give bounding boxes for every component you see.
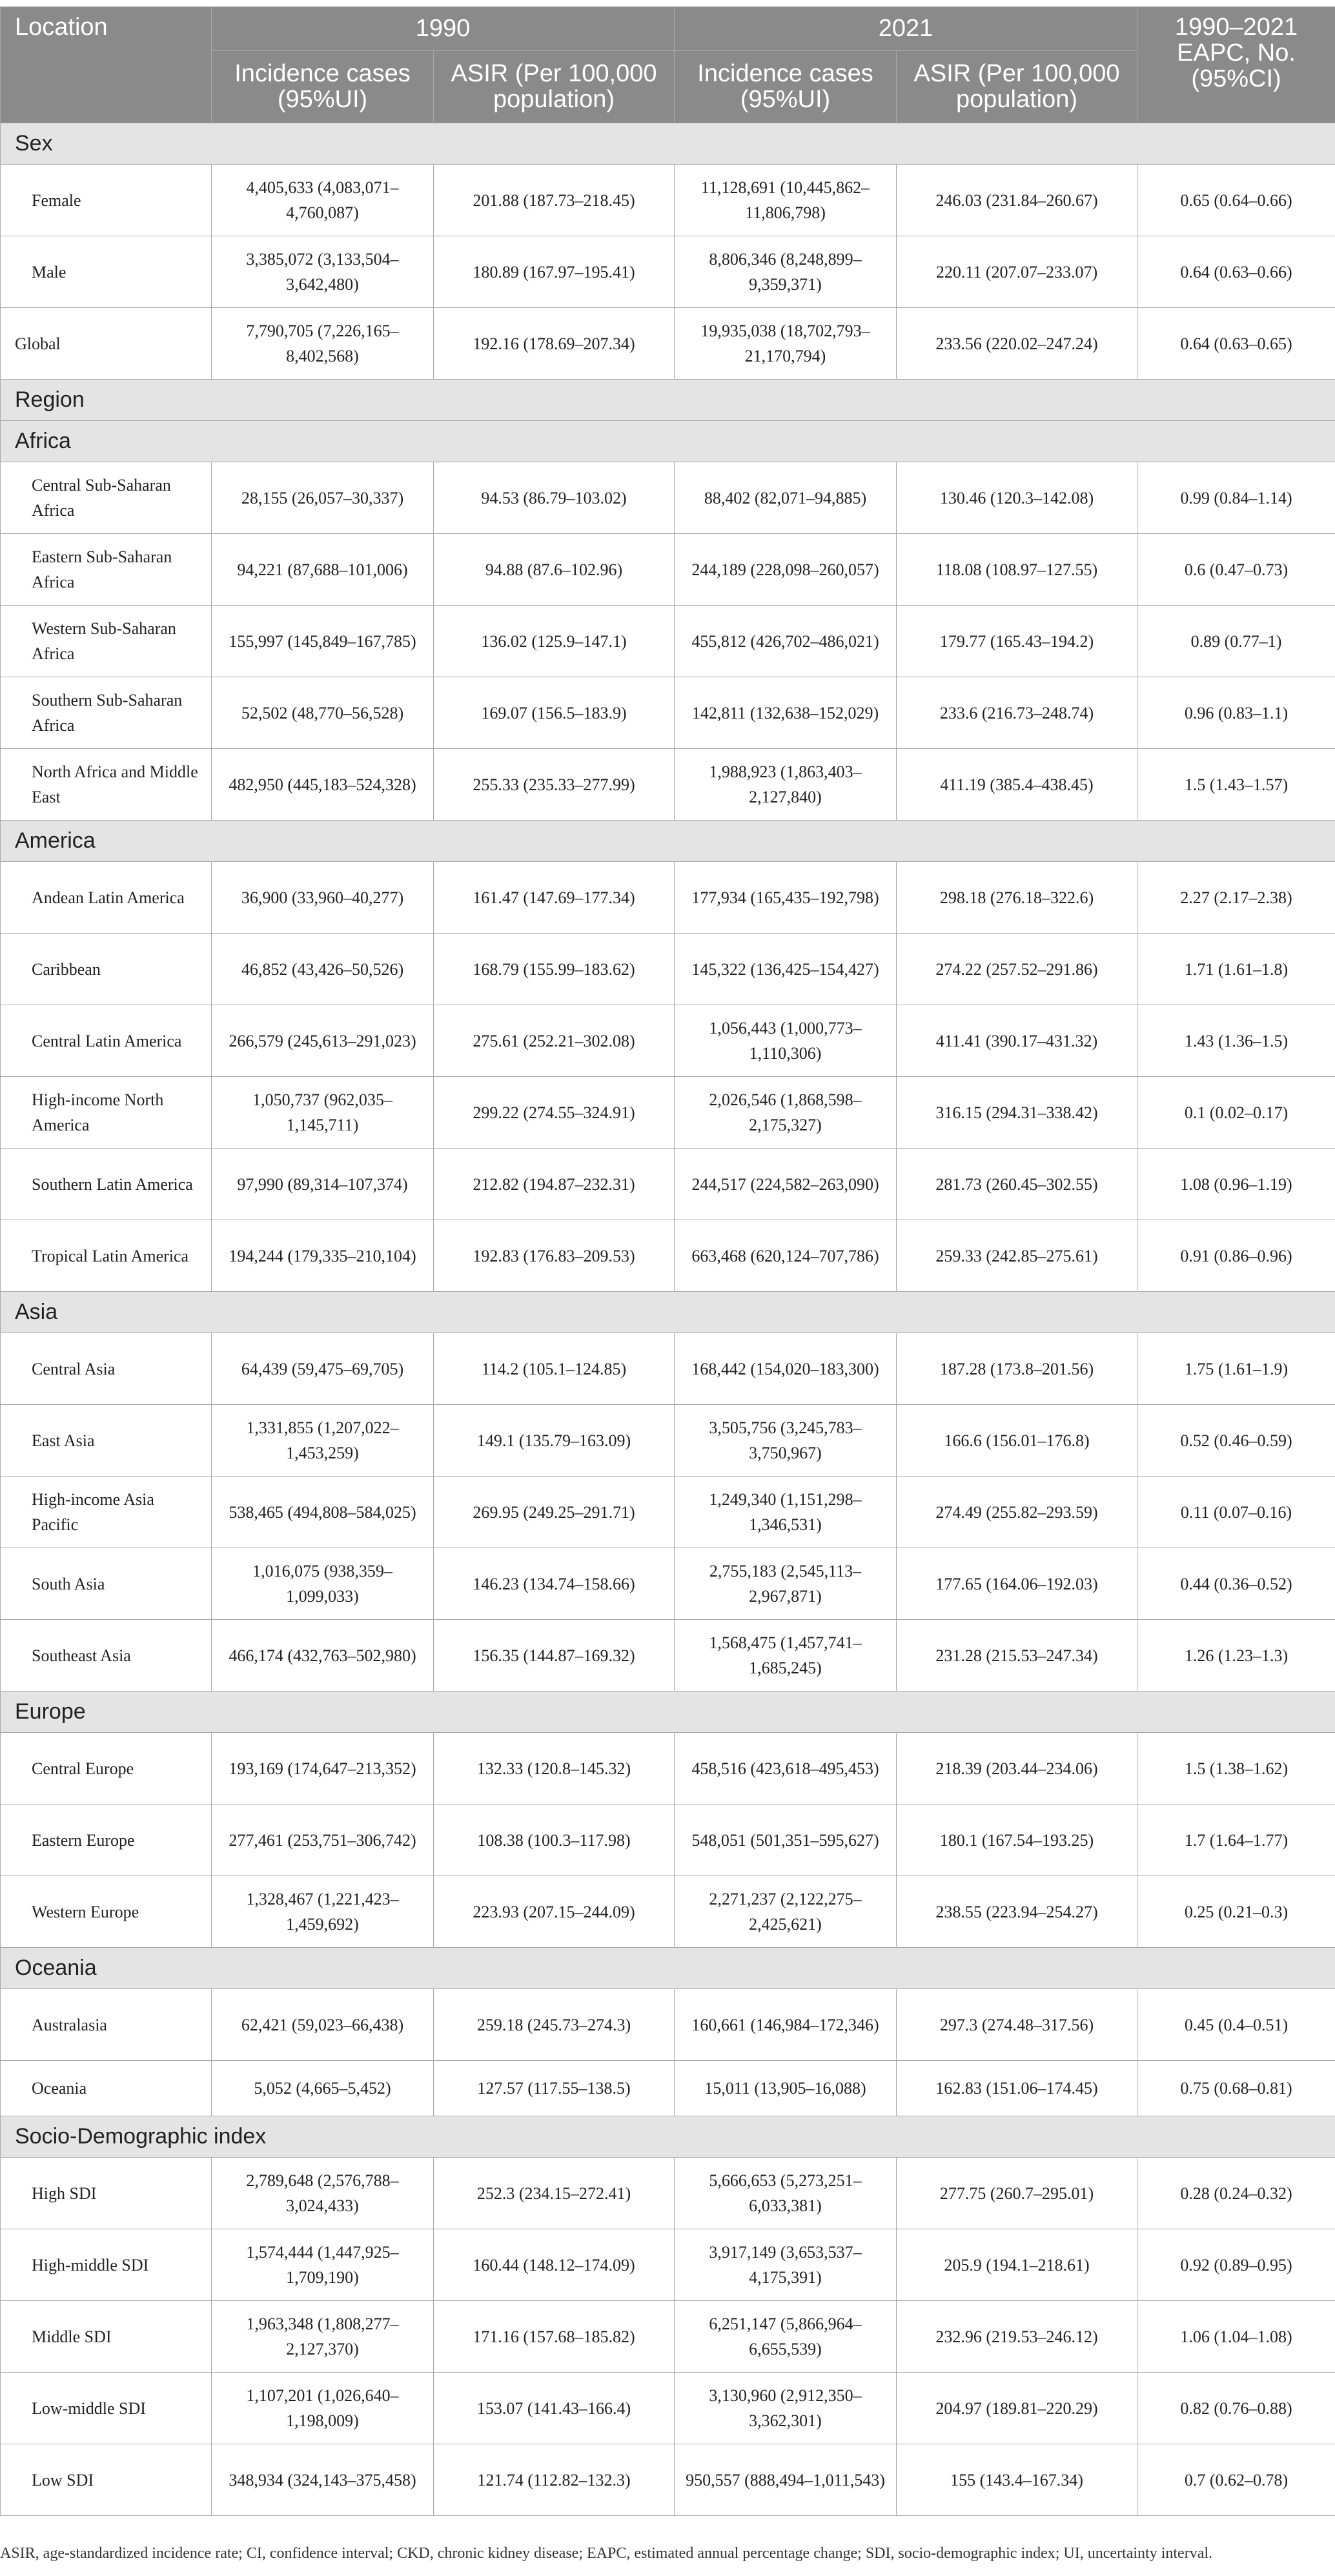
incidence-1990-cell: 1,331,855 (1,207,022–1,453,259) (212, 1405, 434, 1477)
location-cell: Southern Latin America (1, 1149, 212, 1220)
incidence-1990-cell: 194,244 (179,335–210,104) (212, 1220, 434, 1292)
table-row (1, 1077, 1335, 1149)
incidence-2021-cell: 244,517 (224,582–263,090) (675, 1149, 897, 1220)
table-row (1, 2061, 1335, 2116)
incidence-1990-cell: 193,169 (174,647–213,352) (212, 1733, 434, 1804)
table-row (1, 534, 1335, 606)
asir-2021-cell: 238.55 (223.94–254.27) (897, 1876, 1137, 1948)
incidence-2021-cell: 3,505,756 (3,245,783–3,750,967) (675, 1405, 897, 1477)
eapc-cell: 2.27 (2.17–2.38) (1137, 862, 1335, 934)
table-row (1, 165, 1335, 236)
table-row (1, 1876, 1335, 1948)
asir-2021-cell: 180.1 (167.54–193.25) (897, 1804, 1137, 1876)
incidence-2021-cell: 15,011 (13,905–16,088) (675, 2061, 897, 2116)
asir-1990-cell: 94.53 (86.79–103.02) (434, 462, 675, 534)
eapc-cell: 0.44 (0.36–0.52) (1137, 1548, 1335, 1620)
incidence-1990-cell: 36,900 (33,960–40,277) (212, 862, 434, 934)
asir-2021-cell: 274.22 (257.52–291.86) (897, 934, 1137, 1005)
incidence-2021-cell: 6,251,147 (5,866,964–6,655,539) (675, 2301, 897, 2373)
asir-1990-cell: 252.3 (234.15–272.41) (434, 2158, 675, 2229)
asir-1990-cell: 160.44 (148.12–174.09) (434, 2229, 675, 2301)
asir-1990-cell: 156.35 (144.87–169.32) (434, 1620, 675, 1692)
table-row (1, 934, 1335, 1005)
eapc-cell: 1.26 (1.23–1.3) (1137, 1620, 1335, 1692)
location-cell: High SDI (1, 2158, 212, 2229)
incidence-1990-cell: 482,950 (445,183–524,328) (212, 749, 434, 821)
table-row (1, 2444, 1335, 2516)
incidence-1990-cell: 62,421 (59,023–66,438) (212, 1989, 434, 2061)
asir-1990-cell: 94.88 (87.6–102.96) (434, 534, 675, 606)
table-row (1, 606, 1335, 677)
asir-1990-cell: 169.07 (156.5–183.9) (434, 677, 675, 749)
location-cell: Female (1, 165, 212, 236)
asir-2021-cell: 411.19 (385.4–438.45) (897, 749, 1137, 821)
asir-1990-cell: 132.33 (120.8–145.32) (434, 1733, 675, 1804)
eapc-cell: 0.64 (0.63–0.65) (1137, 308, 1335, 380)
asir-2021-cell: 274.49 (255.82–293.59) (897, 1477, 1137, 1548)
table-row (1, 308, 1335, 380)
incidence-1990-cell: 1,016,075 (938,359–1,099,033) (212, 1548, 434, 1620)
incidence-2021-cell: 2,026,546 (1,868,598–2,175,327) (675, 1077, 897, 1149)
location-cell: Global (1, 308, 212, 380)
asir-2021-cell: 130.46 (120.3–142.08) (897, 462, 1137, 534)
table-body (1, 123, 1335, 2516)
location-cell: Australasia (1, 1989, 212, 2061)
eapc-cell: 0.91 (0.86–0.96) (1137, 1220, 1335, 1292)
location-cell: Central Asia (1, 1333, 212, 1405)
location-cell: North Africa and Middle East (1, 749, 212, 821)
table-row (1, 1989, 1335, 2061)
asir-1990-cell: 223.93 (207.15–244.09) (434, 1876, 675, 1948)
eapc-cell: 0.89 (0.77–1) (1137, 606, 1335, 677)
location-cell: Middle SDI (1, 2301, 212, 2373)
section-title: Region (1, 380, 1335, 421)
asir-1990-cell: 149.1 (135.79–163.09) (434, 1405, 675, 1477)
asir-1990-cell: 153.07 (141.43–166.4) (434, 2373, 675, 2444)
incidence-2021-cell: 1,056,443 (1,000,773–1,110,306) (675, 1005, 897, 1077)
table-row (1, 1149, 1335, 1220)
incidence-1990-cell: 155,997 (145,849–167,785) (212, 606, 434, 677)
incidence-2021-cell: 11,128,691 (10,445,862–11,806,798) (675, 165, 897, 236)
section-title: Europe (1, 1692, 1335, 1733)
location-cell: Western Europe (1, 1876, 212, 1948)
location-cell: High-income North America (1, 1077, 212, 1149)
eapc-cell: 0.45 (0.4–0.51) (1137, 1989, 1335, 2061)
incidence-2021-cell: 455,812 (426,702–486,021) (675, 606, 897, 677)
incidence-1990-cell: 538,465 (494,808–584,025) (212, 1477, 434, 1548)
location-cell: South Asia (1, 1548, 212, 1620)
incidence-1990-cell: 28,155 (26,057–30,337) (212, 462, 434, 534)
table-row (1, 862, 1335, 934)
incidence-1990-cell: 348,934 (324,143–375,458) (212, 2444, 434, 2516)
location-cell: Male (1, 236, 212, 308)
eapc-cell: 1.5 (1.43–1.57) (1137, 749, 1335, 821)
section-header-row (1, 821, 1335, 862)
asir-1990-cell: 121.74 (112.82–132.3) (434, 2444, 675, 2516)
location-cell: Southern Sub-Saharan Africa (1, 677, 212, 749)
incidence-2021-cell: 1,988,923 (1,863,403–2,127,840) (675, 749, 897, 821)
year-1990-header: 1990 (212, 7, 675, 51)
table-row (1, 2373, 1335, 2444)
eapc-cell: 1.06 (1.04–1.08) (1137, 2301, 1335, 2373)
location-cell: East Asia (1, 1405, 212, 1477)
incidence-2021-cell: 1,568,475 (1,457,741–1,685,245) (675, 1620, 897, 1692)
asir-2021-cell: 218.39 (203.44–234.06) (897, 1733, 1137, 1804)
incidence-1990-cell: 1,107,201 (1,026,640–1,198,009) (212, 2373, 434, 2444)
incidence-2021-cell: 160,661 (146,984–172,346) (675, 1989, 897, 2061)
incidence-1990-cell: 7,790,705 (7,226,165–8,402,568) (212, 308, 434, 380)
asir-1990-cell: 201.88 (187.73–218.45) (434, 165, 675, 236)
eapc-cell: 0.92 (0.89–0.95) (1137, 2229, 1335, 2301)
asir-1990-cell: 269.95 (249.25–291.71) (434, 1477, 675, 1548)
asir-2021-cell: 205.9 (194.1–218.61) (897, 2229, 1137, 2301)
location-cell: Eastern Europe (1, 1804, 212, 1876)
eapc-cell: 0.1 (0.02–0.17) (1137, 1077, 1335, 1149)
incidence-1990-cell: 52,502 (48,770–56,528) (212, 677, 434, 749)
eapc-cell: 1.7 (1.64–1.77) (1137, 1804, 1335, 1876)
eapc-cell: 0.65 (0.64–0.66) (1137, 165, 1335, 236)
section-header-row (1, 1292, 1335, 1333)
incidence-2021-cell: 3,917,149 (3,653,537–4,175,391) (675, 2229, 897, 2301)
asir-2021-cell: 231.28 (215.53–247.34) (897, 1620, 1137, 1692)
table-row (1, 1804, 1335, 1876)
incidence-2021-cell: 244,189 (228,098–260,057) (675, 534, 897, 606)
location-header: Location (1, 7, 212, 123)
table-row (1, 1220, 1335, 1292)
asir-1990-header: ASIR (Per 100,000 population) (434, 51, 675, 123)
eapc-cell: 0.99 (0.84–1.14) (1137, 462, 1335, 534)
eapc-cell: 0.64 (0.63–0.66) (1137, 236, 1335, 308)
section-header-row (1, 421, 1335, 462)
section-header-row (1, 1948, 1335, 1989)
incidence-1990-header: Incidence cases (95%UI) (212, 51, 434, 123)
asir-2021-header: ASIR (Per 100,000 population) (897, 51, 1137, 123)
asir-2021-cell: 233.56 (220.02–247.24) (897, 308, 1137, 380)
table-row (1, 677, 1335, 749)
asir-2021-cell: 259.33 (242.85–275.61) (897, 1220, 1137, 1292)
asir-1990-cell: 255.33 (235.33–277.99) (434, 749, 675, 821)
location-cell: Tropical Latin America (1, 1220, 212, 1292)
table-row (1, 462, 1335, 534)
location-cell: Caribbean (1, 934, 212, 1005)
eapc-cell: 0.82 (0.76–0.88) (1137, 2373, 1335, 2444)
incidence-2021-cell: 8,806,346 (8,248,899–9,359,371) (675, 236, 897, 308)
incidence-2021-header: Incidence cases (95%UI) (675, 51, 897, 123)
year-2021-header: 2021 (675, 7, 1137, 51)
incidence-2021-cell: 950,557 (888,494–1,011,543) (675, 2444, 897, 2516)
asir-1990-cell: 127.57 (117.55–138.5) (434, 2061, 675, 2116)
incidence-table (0, 6, 1335, 2516)
incidence-2021-cell: 19,935,038 (18,702,793–21,170,794) (675, 308, 897, 380)
eapc-cell: 0.6 (0.47–0.73) (1137, 534, 1335, 606)
incidence-1990-cell: 4,405,633 (4,083,071–4,760,087) (212, 165, 434, 236)
table-row (1, 236, 1335, 308)
eapc-cell: 1.5 (1.38–1.62) (1137, 1733, 1335, 1804)
section-title: America (1, 821, 1335, 862)
table-row (1, 1548, 1335, 1620)
location-cell: Low SDI (1, 2444, 212, 2516)
incidence-2021-cell: 1,249,340 (1,151,298–1,346,531) (675, 1477, 897, 1548)
table-row (1, 2301, 1335, 2373)
location-cell: Central Sub-Saharan Africa (1, 462, 212, 534)
asir-1990-cell: 192.16 (178.69–207.34) (434, 308, 675, 380)
asir-2021-cell: 233.6 (216.73–248.74) (897, 677, 1137, 749)
table-row (1, 1005, 1335, 1077)
asir-2021-cell: 298.18 (276.18–322.6) (897, 862, 1137, 934)
eapc-header: 1990–2021 EAPC, No. (95%CI) (1137, 7, 1335, 123)
asir-2021-cell: 220.11 (207.07–233.07) (897, 236, 1137, 308)
asir-2021-cell: 179.77 (165.43–194.2) (897, 606, 1137, 677)
section-title: Oceania (1, 1948, 1335, 1989)
location-cell: Southeast Asia (1, 1620, 212, 1692)
eapc-cell: 0.52 (0.46–0.59) (1137, 1405, 1335, 1477)
section-header-row (1, 123, 1335, 165)
location-cell: Low-middle SDI (1, 2373, 212, 2444)
asir-2021-cell: 316.15 (294.31–338.42) (897, 1077, 1137, 1149)
location-cell: Andean Latin America (1, 862, 212, 934)
section-title: Sex (1, 123, 1335, 165)
table-row (1, 1333, 1335, 1405)
asir-2021-cell: 232.96 (219.53–246.12) (897, 2301, 1137, 2373)
incidence-1990-cell: 2,789,648 (2,576,788–3,024,433) (212, 2158, 434, 2229)
eapc-cell: 0.75 (0.68–0.81) (1137, 2061, 1335, 2116)
incidence-2021-cell: 548,051 (501,351–595,627) (675, 1804, 897, 1876)
asir-2021-cell: 246.03 (231.84–260.67) (897, 165, 1137, 236)
incidence-1990-cell: 466,174 (432,763–502,980) (212, 1620, 434, 1692)
incidence-2021-cell: 145,322 (136,425–154,427) (675, 934, 897, 1005)
incidence-1990-cell: 64,439 (59,475–69,705) (212, 1333, 434, 1405)
asir-2021-cell: 297.3 (274.48–317.56) (897, 1989, 1137, 2061)
incidence-1990-cell: 1,328,467 (1,221,423–1,459,692) (212, 1876, 434, 1948)
table-row (1, 1620, 1335, 1692)
incidence-2021-cell: 88,402 (82,071–94,885) (675, 462, 897, 534)
asir-2021-cell: 166.6 (156.01–176.8) (897, 1405, 1137, 1477)
eapc-cell: 1.71 (1.61–1.8) (1137, 934, 1335, 1005)
incidence-1990-cell: 46,852 (43,426–50,526) (212, 934, 434, 1005)
table-row (1, 1405, 1335, 1477)
incidence-1990-cell: 1,050,737 (962,035–1,145,711) (212, 1077, 434, 1149)
section-header-row (1, 2116, 1335, 2158)
location-cell: Western Sub-Saharan Africa (1, 606, 212, 677)
asir-1990-cell: 212.82 (194.87–232.31) (434, 1149, 675, 1220)
table-footnote: ASIR, age-standardized incidence rate; CI, confidence interval; CKD, chronic kidney disease; EAPC, estimated annual percentage change; SDI, socio-demographic index; UI, uncertainty interval. (0, 2545, 1213, 2562)
section-title: Socio-Demographic index (1, 2116, 1335, 2158)
table-header (1, 7, 1335, 123)
section-title: Asia (1, 1292, 1335, 1333)
asir-1990-cell: 108.38 (100.3–117.98) (434, 1804, 675, 1876)
eapc-cell: 1.43 (1.36–1.5) (1137, 1005, 1335, 1077)
asir-1990-cell: 275.61 (252.21–302.08) (434, 1005, 675, 1077)
incidence-2021-cell: 458,516 (423,618–495,453) (675, 1733, 897, 1804)
incidence-1990-cell: 94,221 (87,688–101,006) (212, 534, 434, 606)
location-cell: Eastern Sub-Saharan Africa (1, 534, 212, 606)
section-title: Africa (1, 421, 1335, 462)
asir-1990-cell: 168.79 (155.99–183.62) (434, 934, 675, 1005)
incidence-2021-cell: 663,468 (620,124–707,786) (675, 1220, 897, 1292)
asir-2021-cell: 187.28 (173.8–201.56) (897, 1333, 1137, 1405)
incidence-2021-cell: 3,130,960 (2,912,350–3,362,301) (675, 2373, 897, 2444)
incidence-1990-cell: 97,990 (89,314–107,374) (212, 1149, 434, 1220)
incidence-1990-cell: 5,052 (4,665–5,452) (212, 2061, 434, 2116)
incidence-1990-cell: 3,385,072 (3,133,504–3,642,480) (212, 236, 434, 308)
location-cell: Central Europe (1, 1733, 212, 1804)
asir-1990-cell: 171.16 (157.68–185.82) (434, 2301, 675, 2373)
table-row (1, 749, 1335, 821)
asir-2021-cell: 281.73 (260.45–302.55) (897, 1149, 1137, 1220)
location-cell: Central Latin America (1, 1005, 212, 1077)
table-row (1, 1733, 1335, 1804)
asir-1990-cell: 192.83 (176.83–209.53) (434, 1220, 675, 1292)
asir-1990-cell: 180.89 (167.97–195.41) (434, 236, 675, 308)
eapc-cell: 0.7 (0.62–0.78) (1137, 2444, 1335, 2516)
incidence-1990-cell: 277,461 (253,751–306,742) (212, 1804, 434, 1876)
table-row (1, 2229, 1335, 2301)
asir-2021-cell: 177.65 (164.06–192.03) (897, 1548, 1137, 1620)
table-row (1, 1477, 1335, 1548)
asir-1990-cell: 299.22 (274.55–324.91) (434, 1077, 675, 1149)
asir-1990-cell: 259.18 (245.73–274.3) (434, 1989, 675, 2061)
asir-2021-cell: 162.83 (151.06–174.45) (897, 2061, 1137, 2116)
asir-2021-cell: 155 (143.4–167.34) (897, 2444, 1137, 2516)
incidence-2021-cell: 177,934 (165,435–192,798) (675, 862, 897, 934)
incidence-2021-cell: 168,442 (154,020–183,300) (675, 1333, 897, 1405)
incidence-2021-cell: 2,755,183 (2,545,113–2,967,871) (675, 1548, 897, 1620)
eapc-cell: 0.25 (0.21–0.3) (1137, 1876, 1335, 1948)
incidence-1990-cell: 1,574,444 (1,447,925–1,709,190) (212, 2229, 434, 2301)
incidence-1990-cell: 266,579 (245,613–291,023) (212, 1005, 434, 1077)
location-cell: High-income Asia Pacific (1, 1477, 212, 1548)
location-cell: Oceania (1, 2061, 212, 2116)
asir-1990-cell: 146.23 (134.74–158.66) (434, 1548, 675, 1620)
eapc-cell: 0.28 (0.24–0.32) (1137, 2158, 1335, 2229)
asir-2021-cell: 118.08 (108.97–127.55) (897, 534, 1137, 606)
incidence-2021-cell: 142,811 (132,638–152,029) (675, 677, 897, 749)
asir-1990-cell: 136.02 (125.9–147.1) (434, 606, 675, 677)
eapc-cell: 1.75 (1.61–1.9) (1137, 1333, 1335, 1405)
table-row (1, 2158, 1335, 2229)
asir-1990-cell: 114.2 (105.1–124.85) (434, 1333, 675, 1405)
section-header-row (1, 1692, 1335, 1733)
incidence-1990-cell: 1,963,348 (1,808,277–2,127,370) (212, 2301, 434, 2373)
eapc-cell: 0.11 (0.07–0.16) (1137, 1477, 1335, 1548)
eapc-cell: 1.08 (0.96–1.19) (1137, 1149, 1335, 1220)
asir-2021-cell: 277.75 (260.7–295.01) (897, 2158, 1137, 2229)
location-cell: High-middle SDI (1, 2229, 212, 2301)
eapc-cell: 0.96 (0.83–1.1) (1137, 677, 1335, 749)
section-header-row (1, 380, 1335, 421)
asir-2021-cell: 411.41 (390.17–431.32) (897, 1005, 1137, 1077)
incidence-2021-cell: 5,666,653 (5,273,251–6,033,381) (675, 2158, 897, 2229)
asir-2021-cell: 204.97 (189.81–220.29) (897, 2373, 1137, 2444)
asir-1990-cell: 161.47 (147.69–177.34) (434, 862, 675, 934)
incidence-2021-cell: 2,271,237 (2,122,275–2,425,621) (675, 1876, 897, 1948)
